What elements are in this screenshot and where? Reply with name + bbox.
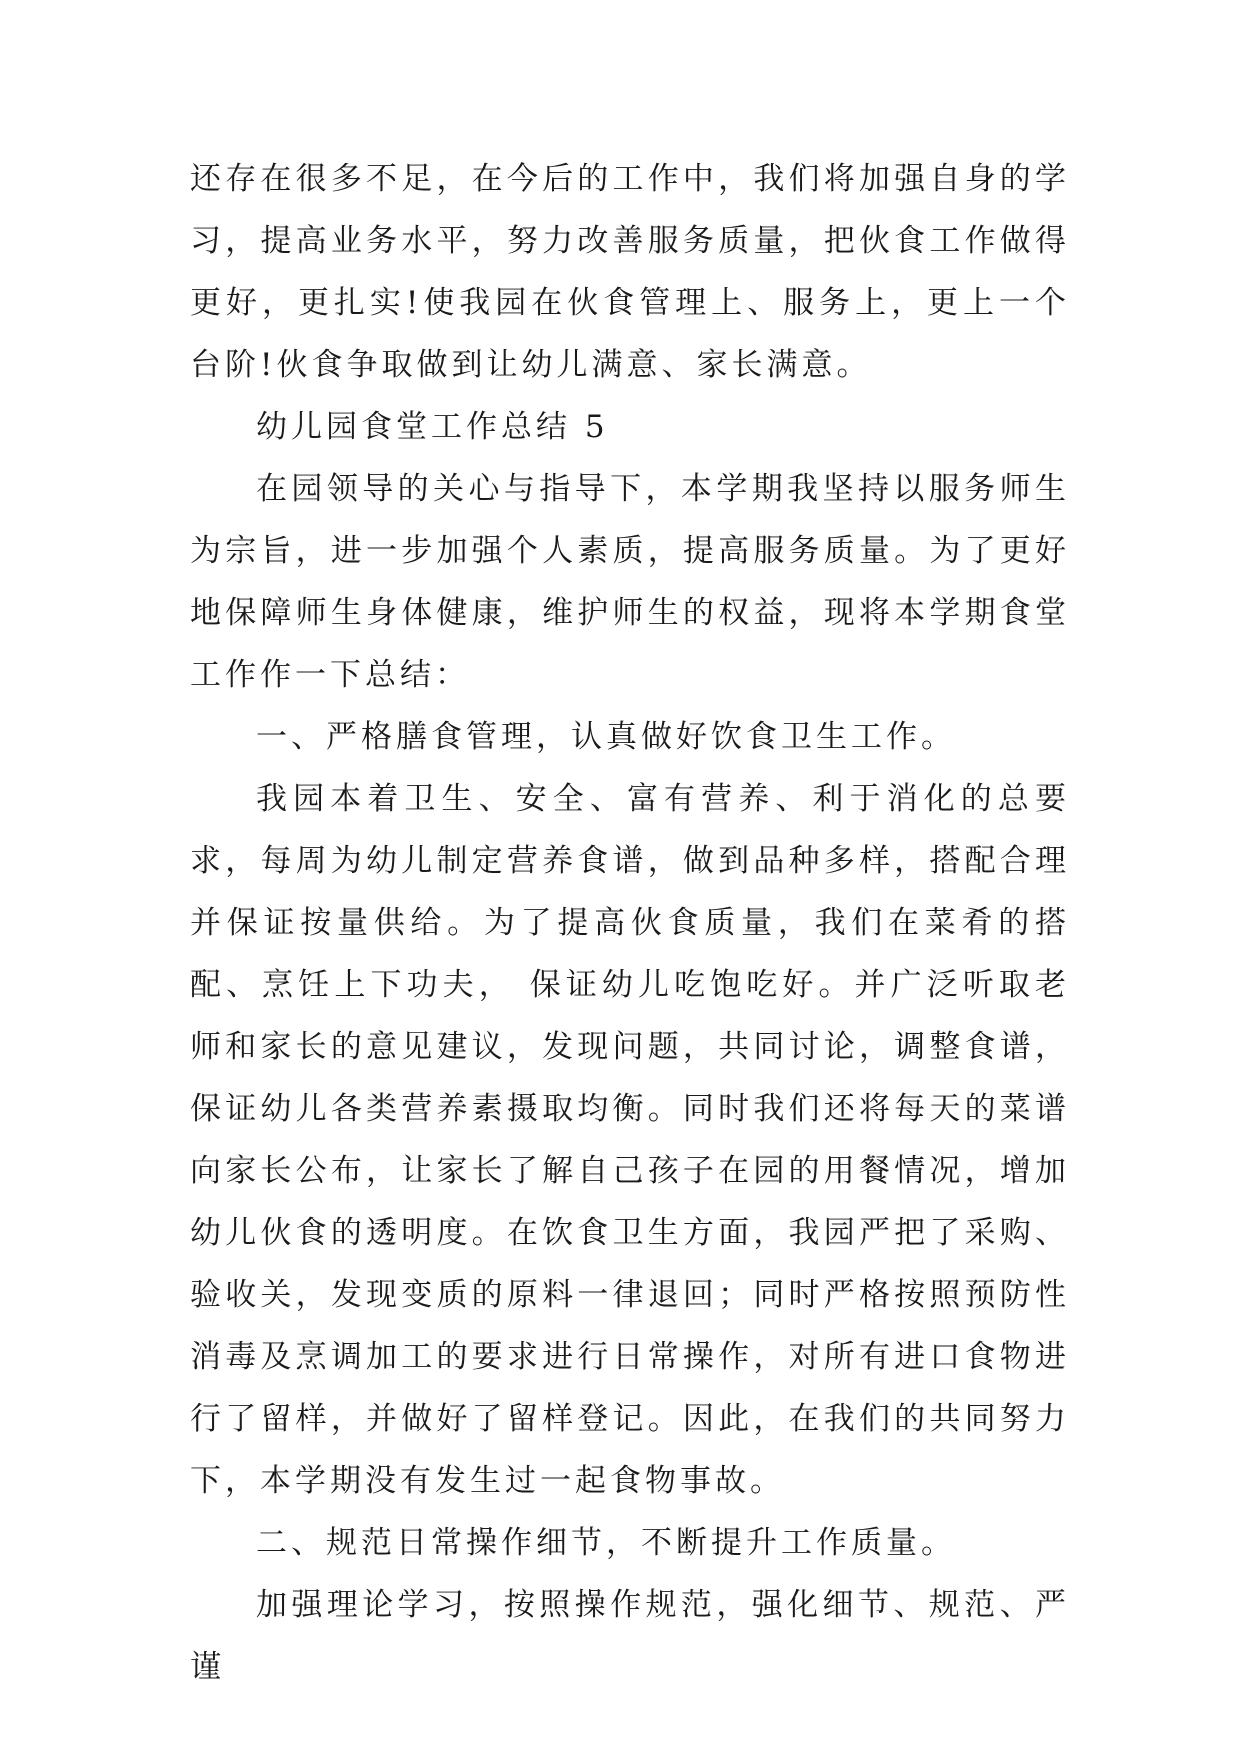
paragraph-continuation: 还存在很多不足，在今后的工作中，我们将加强自身的学习，提高业务水平，努力改善服务质量，把伙食工作做得更好，更扎实!使我园在伙食管理上、服务上，更上一个台阶!伙食争取做到让幼儿满意、家长满意。	[190, 161, 1070, 383]
heading-two: 二、规范日常操作细节，不断提升工作质量。	[256, 1525, 956, 1561]
paragraph-theory-study: 加强理论学习，按照操作规范，强化细节、规范、严谨	[190, 1587, 1070, 1685]
paragraph-intro: 在园领导的关心与指导下，本学期我坚持以服务师生为宗旨，进一步加强个人素质，提高服务质量。为了更好地保障师生身体健康，维护师生的权益，现将本学期食堂工作作一下总结：	[190, 471, 1070, 693]
paragraph-food-management: 我园本着卫生、安全、富有营养、利于消化的总要求，每周为幼儿制定营养食谱，做到品种多样，搭配合理并保证按量供给。为了提高伙食质量，我们在菜肴的搭配、烹饪上下功夫， 保证幼儿吃饱吃好。并广泛听取老师和家长的意见建议，发现问题，共同讨论，调整食谱，保证幼儿各类营养素摄取均衡。同时我们还将每天的菜谱向家长公布，让家长了解自己孩子在园的用餐情况，增加幼儿伙食的透明度。在饮食卫生方面，我园严把了采购、验收关，发现变质的原料一律退回；同时严格按照预防性消毒及烹调加工的要求进行日常操作，对所有进口食物进行了留样，并做好了留样登记。因此，在我们的共同努力下，本学期没有发生过一起食物事故。	[190, 781, 1070, 1499]
heading-one: 一、严格膳食管理，认真做好饮食卫生工作。	[256, 719, 956, 755]
document-body	[190, 148, 1070, 1698]
section-title: 幼儿园食堂工作总结 5	[256, 409, 609, 445]
